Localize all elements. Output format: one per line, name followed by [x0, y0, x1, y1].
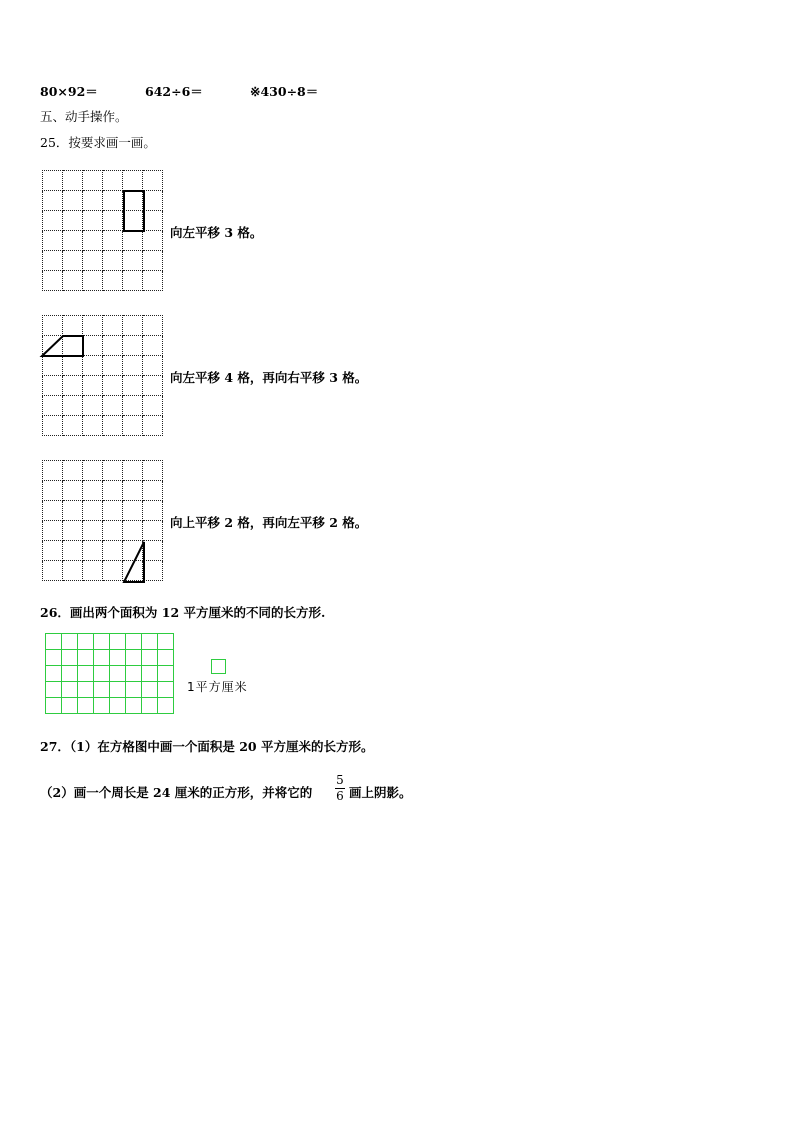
calc-item-2: 642÷6＝	[145, 84, 203, 99]
unit-label: 1平方厘米	[187, 680, 248, 694]
part-2-text-after: 画上阴影。	[349, 785, 412, 800]
section-heading: 五、动手操作。	[40, 109, 128, 124]
task-2-text: 向左平移 4 格，再向右平移 3 格。	[170, 370, 368, 385]
fraction-denominator: 6	[336, 789, 344, 803]
fraction-numerator: 5	[336, 773, 344, 787]
task-1-text: 向左平移 3 格。	[170, 225, 263, 240]
calc-item-1: 80×92＝	[40, 84, 98, 99]
rectangle-shape	[42, 170, 166, 294]
question-27-part-1: 27．（1）在方格图中画一个面积是 20 平方厘米的长方形。	[40, 739, 374, 754]
fraction	[333, 774, 347, 803]
question-27-part-2	[40, 785, 312, 801]
part-2-text-before: （2）画一个周长是 24 厘米的正方形，并将它的	[40, 785, 313, 800]
green-grid	[45, 633, 174, 714]
triangle-shape	[42, 460, 166, 584]
trapezoid-shape	[42, 315, 166, 439]
unit-square-icon	[211, 659, 226, 674]
task-3-text: 向上平移 2 格，再向左平移 2 格。	[170, 515, 368, 530]
question-26-title: 26．画出两个面积为 12 平方厘米的不同的长方形.	[40, 605, 326, 620]
calc-item-3: ※430÷8＝	[250, 84, 319, 99]
question-25-title: 25．按要求画一画。	[40, 135, 156, 150]
